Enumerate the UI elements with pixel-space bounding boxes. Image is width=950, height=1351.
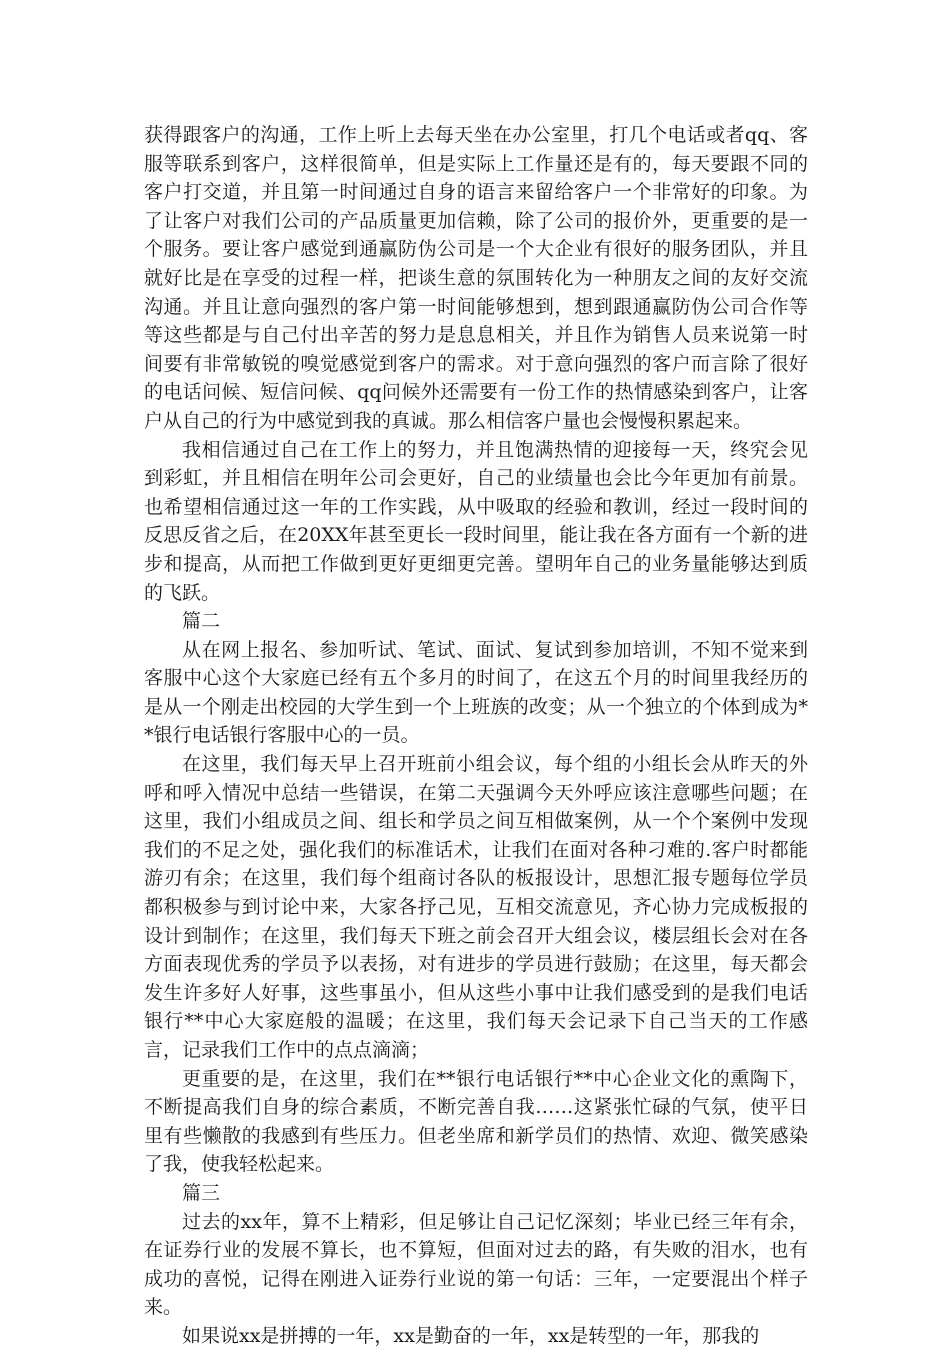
document-body: [144, 121, 808, 1351]
paragraph-securities-career: 过去的xx年，算不上精彩，但足够让自己记忆深刻；毕业已经三年有余，在证券行业的发展不算长，也不算短，但面对过去的路，有失败的泪水，也有成功的喜悦，记得在刚进入证券行业说的第一句话：三年，一定要混出个样子来。: [144, 1210, 808, 1319]
paragraph-corporate-culture: 更重要的是，在这里，我们在**银行电话银行**中心企业文化的熏陶下，不断提高我们自身的综合素质，不断完善自我……这紧张忙碌的气氛，使平日里有些懒散的我感到有些压力。但老坐席和新学员们的热情、欢迎、微笑感染了我，使我轻松起来。: [144, 1067, 808, 1176]
paragraph-year-reflection: 如果说xx是拼搏的一年，xx是勤奋的一年，xx是转型的一年，那我的: [182, 1324, 760, 1347]
paragraph-customer-service-intro: 从在网上报名、参加听试、笔试、面试、复试到参加培训，不知不觉来到客服中心这个大家庭已经有五个多月的时间了，在这五个月的时间里我经历的是从一个刚走出校园的大学生到一个上班族的改变；从一个独立的个体到成为**银行电话银行客服中心的一员。: [144, 638, 808, 747]
section-heading-part-two: 篇二: [182, 610, 221, 633]
paragraph-future-outlook: 我相信通过自己在工作上的努力，并且饱满热情的迎接每一天，终究会见到彩虹，并且相信在明年公司会更好，自己的业绩量也会比今年更加有前景。也希望相信通过这一年的工作实践，从中吸取的经验和教训，经过一段时间的反思反省之后，在20XX年甚至更长一段时间里，能让我在各方面有一个新的进步和提高，从而把工作做到更好更细更完善。望明年自己的业务量能够达到质的飞跃。: [144, 438, 808, 604]
paragraph-team-meetings: 在这里，我们每天早上召开班前小组会议，每个组的小组长会从昨天的外呼和呼入情况中总结一些错误，在第二天强调今天外呼应该注意哪些问题；在这里，我们小组成员之间、组长和学员之间互相做案例，从一个个案例中发现我们的不足之处，强化我们的标准话术，让我们在面对各种刁难的.客户时都能游刃有余；在这里，我们每个组商讨各队的板报设计，思想汇报专题每位学员都积极参与到讨论中来，大家各抒己见，互相交流意见，齐心协力完成板报的设计到制作；在这里，我们每天下班之前会召开大组会议，楼层组长会对在各方面表现优秀的学员予以表扬，对有进步的学员进行鼓励；在这里，每天都会发生许多好人好事，这些事虽小，但从这些小事中让我们感受到的是我们电话银行**中心大家庭般的温暖；在这里，我们每天会记录下自己当天的工作感言，记录我们工作中的点点滴滴；: [144, 753, 808, 1061]
paragraph-client-communication: 获得跟客户的沟通，工作上听上去每天坐在办公室里，打几个电话或者qq、客服等联系到客户，这样很简单，但是实际上工作量还是有的，每天要跟不同的客户打交道，并且第一时间通过自身的语言来留给客户一个非常好的印象。为了让客户对我们公司的产品质量更加信赖，除了公司的报价外，更重要的是一个服务。要让客户感觉到通赢防伪公司是一个大企业有很好的服务团队，并且就好比是在享受的过程一样，把谈生意的氛围转化为一种朋友之间的友好交流沟通。并且让意向强烈的客户第一时间能够想到，想到跟通赢防伪公司合作等等这些都是与自己付出辛苦的努力是息息相关，并且作为销售人员来说第一时间要有非常敏锐的嗅觉感觉到客户的需求。对于意向强烈的客户而言除了很好的电话问候、短信问候、qq问候外还需要有一份工作的热情感染到客户，让客户从自己的行为中感觉到我的真诚。那么相信客户量也会慢慢积累起来。: [144, 124, 808, 432]
section-heading-part-three: 篇三: [182, 1181, 221, 1204]
